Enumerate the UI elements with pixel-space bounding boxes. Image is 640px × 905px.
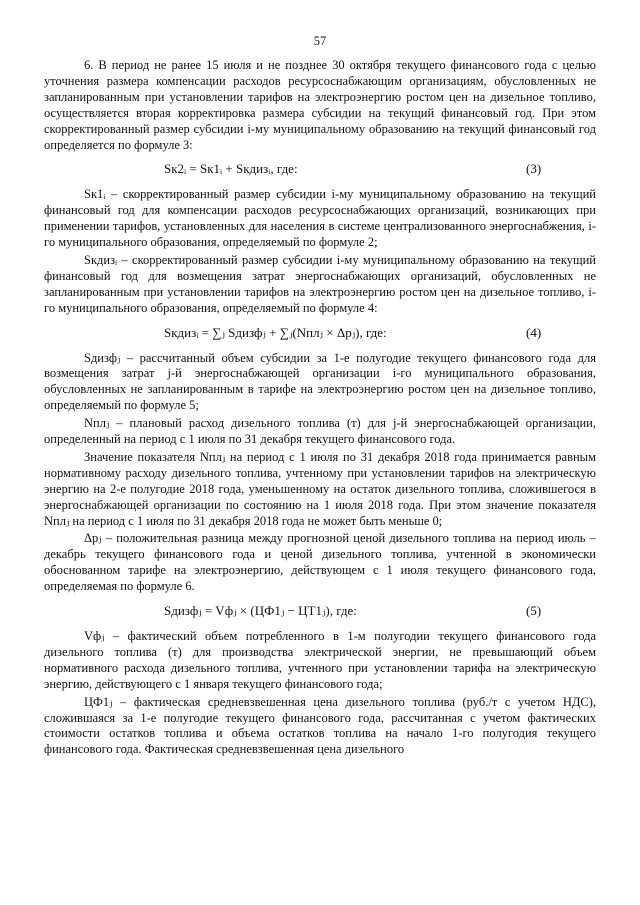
definition-sk1: Sк1ᵢ – скорректированный размер субсидии i-му муниципальному образованию на текущий финансовый год для компенсации расходов ресурсоснабжающих организаций, возникающих при применении тарифов, установленных для населения в системе централизованного энергоснабжения, i-го муниципального образования, определяемый по формуле 2; (44, 187, 596, 250)
formula-4-expression: Sкдизᵢ = ∑ⱼ Sдизфⱼ + ∑ⱼ(Nплⱼ × Δpⱼ), где: (164, 324, 387, 340)
definition-skdiz: Sкдизᵢ – скорректированный размер субсидии i-му муниципальному образованию на текущий финансовый год для возмещения затрат энергоснабжающих организаций, обусловленных не запланированным при установлении тарифов на электроэнергию ростом цен на дизельное топливо, i-го муниципального образования, определяемый по формуле 4: (44, 252, 596, 315)
formula-5-expression: Sдизфⱼ = Vфⱼ × (ЦФ1ⱼ − ЦТ1ⱼ), где: (164, 603, 357, 619)
formula-5-number: (5) (526, 603, 542, 619)
formula-5 (44, 603, 596, 619)
npl-value-note: Значение показателя Nплⱼ на период с 1 июля по 31 декабря 2018 года принимается равным нормативному расходу дизельного топлива, учтенному при установлении тарифов на электрическую энергию на 2-е полугодие 2018 года, уменьшенному на остаток дизельного топлива, сложившегося в энергоснабжающей организации по состоянию на 1 июля 2018 года. При этом значение показателя Nплⱼ на период с 1 июля по 31 декабря 2018 года не может быть меньше 0; (44, 449, 596, 528)
formula-4-number: (4) (526, 324, 542, 340)
formula-3 (44, 161, 596, 177)
formula-3-number: (3) (526, 161, 542, 177)
definition-sdizf: Sдизфⱼ – рассчитанный объем субсидии за 1-е полугодие текущего финансового года для возмещения затрат j-й энергоснабжающей организации i-го муниципального образования, обусловленных не запланированным в тарифе на электроэнергию ростом цен на дизельное топливо, определяемый по формуле 5; (44, 350, 596, 413)
page-number: 57 (313, 34, 327, 48)
document-body (44, 58, 596, 760)
definition-npl: Nплⱼ – плановый расход дизельного топлива (т) для j-й энергоснабжающей организации, определенный на период с 1 июля по 31 декабря текущего финансового года. (44, 416, 596, 447)
definition-delta-p: Δpⱼ – положительная разница между прогнозной ценой дизельного топлива на период июль – декабрь текущего финансового года и ценой дизельного топлива, учтенной в экономически обоснованном тарифе на электроэнергию, действующем с 1 июля текущего финансового года, определяемая по формуле 6. (44, 531, 596, 594)
formula-3-expression: Sк2ᵢ = Sк1ᵢ + Sкдизᵢ, где: (164, 161, 298, 177)
formula-4 (44, 325, 596, 341)
paragraph-6: 6. В период не ранее 15 июля и не позднее 30 октября текущего финансового года с целью уточнения размера компенсации расходов ресурсоснабжающим организациям, обусловленных не запланированным при установлении тарифов на электроэнергию ростом цен на дизельное топливо, осуществляется вторая корректировка размера субсидии на текущий финансовый год. При этом скорректированный размер субсидии i-му муниципальному образованию на текущий финансовый год определяется по формуле 3: (44, 58, 596, 152)
definition-cf1: ЦФ1ⱼ – фактическая средневзвешенная цена дизельного топлива (руб./т с учетом НДС), сложившаяся за 1-е полугодие текущего финансового года, рассчитанная с учетом фактических стоимости остатков топлива и объема остатков топлива на начало 1-го полугодия текущего финансового года. Фактическая средневзвешенная цена дизельного (44, 694, 596, 757)
definition-vf: Vфⱼ – фактический объем потребленного в 1-м полугодии текущего финансового года дизельного топлива (т) для производства электрической энергии, не превышающий объем нормативного расхода дизельного топлива, учтенного при установлении тарифа на электрическую энергию, действующего с 1 января текущего финансового года; (44, 629, 596, 691)
